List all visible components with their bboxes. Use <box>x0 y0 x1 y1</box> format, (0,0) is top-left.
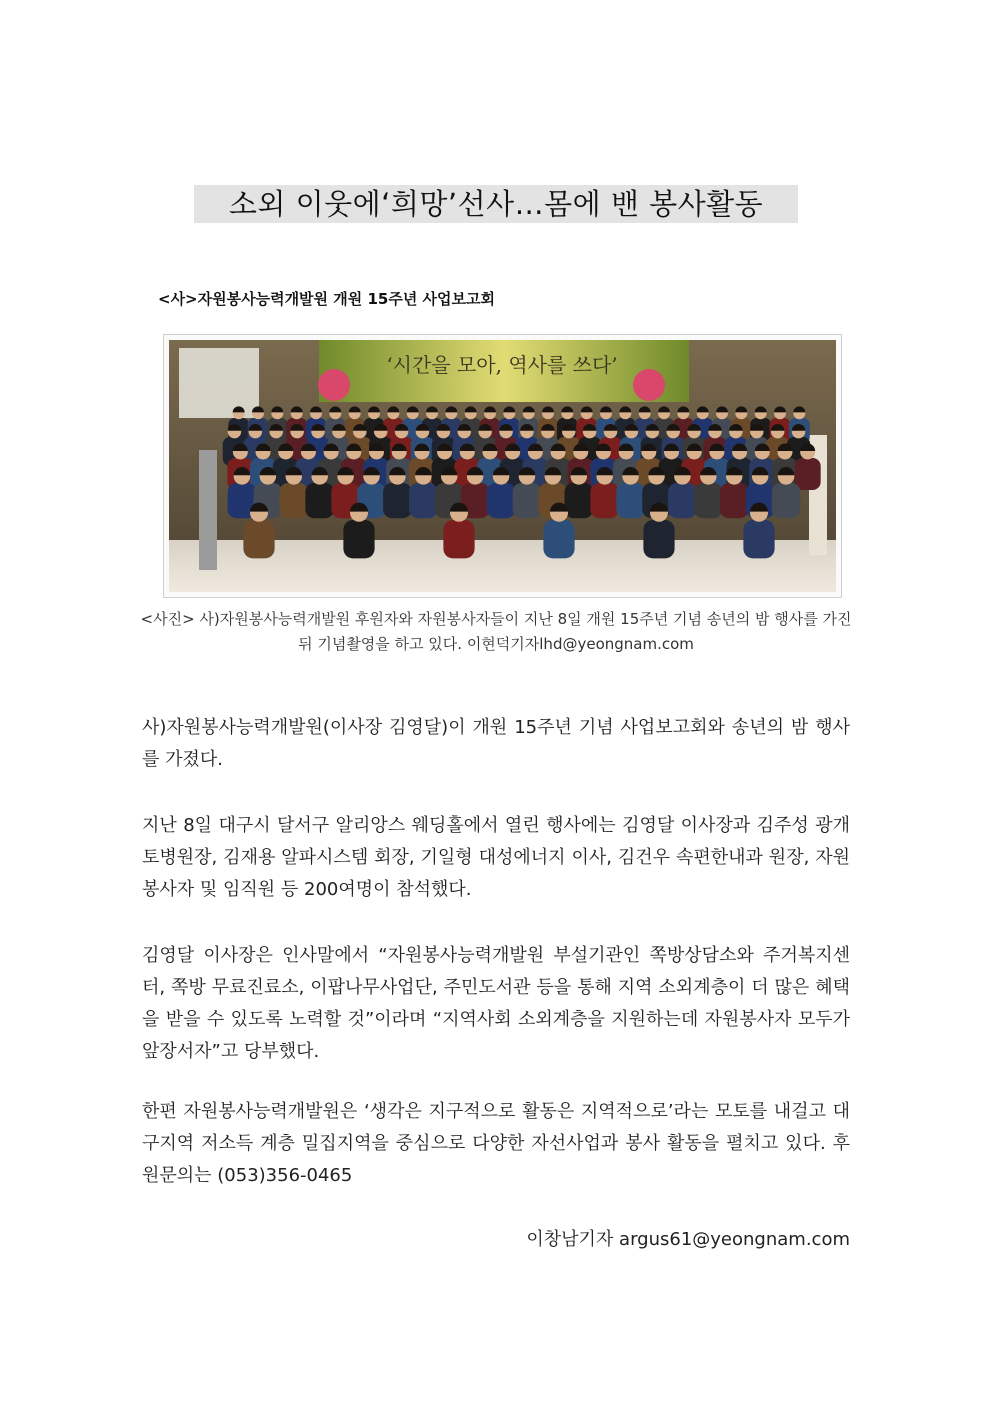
article-paragraph: 사)자원봉사능력개발원(이사장 김영달)이 개원 15주년 기념 사업보고회와 송년의 밤 행사를 가졌다. <box>142 717 850 770</box>
group-photo-image <box>169 340 836 592</box>
article-paragraph: 한편 자원봉사능력개발원은 ‘생각은 지구적으로 활동은 지역적으로’라는 모토를 내걸고 대구지역 저소득 계층 밀집지역을 중심으로 다양한 자선사업과 봉사 활동을 펼치고 있다. 후원문의는 (053)356-0465 <box>142 1101 850 1186</box>
article-paragraph: 김영달 이사장은 인사말에서 “자원봉사능력개발원 부설기관인 쪽방상담소와 주거복지센터, 쪽방 무료진료소, 이팝나무사업단, 주민도서관 등을 통해 지역 소외계층이 더 많은 혜택을 받을 수 있도록 노력할 것”이라며 “지역사회 소외계층을 지원하는데 자원봉사자 모두가 앞장서자”고 당부했다. <box>142 945 850 1062</box>
byline: 이창남기자 argus61@yeongnam.com <box>526 1229 850 1250</box>
group-photo <box>169 340 836 592</box>
photo-frame <box>163 334 842 598</box>
article-paragraph: 지난 8일 대구시 달서구 알리앙스 웨딩홀에서 열린 행사에는 김영달 이사장과 김주성 광개토병원장, 김재용 알파시스템 회장, 기일형 대성에너지 이사, 김건우 속편한내과 원장, 자원봉사자 및 임직원 등 200여명이 참석했다. <box>142 815 850 900</box>
headline: 소외 이웃에‘희망’선사…몸에 밴 봉사활동 <box>194 185 798 223</box>
subheadline: <사>자원봉사능력개발원 개원 15주년 사업보고회 <box>158 290 495 308</box>
photo-caption: <사진> 사)자원봉사능력개발원 후원자와 자원봉사자들이 지난 8일 개원 15주년 기념 송년의 밤 행사를 가진 뒤 기념촬영을 하고 있다. 이현덕기자lhd@yeongnam.com <box>140 610 852 653</box>
banner-text: ‘시간을 모아, 역사를 쓰다’ <box>386 353 618 377</box>
